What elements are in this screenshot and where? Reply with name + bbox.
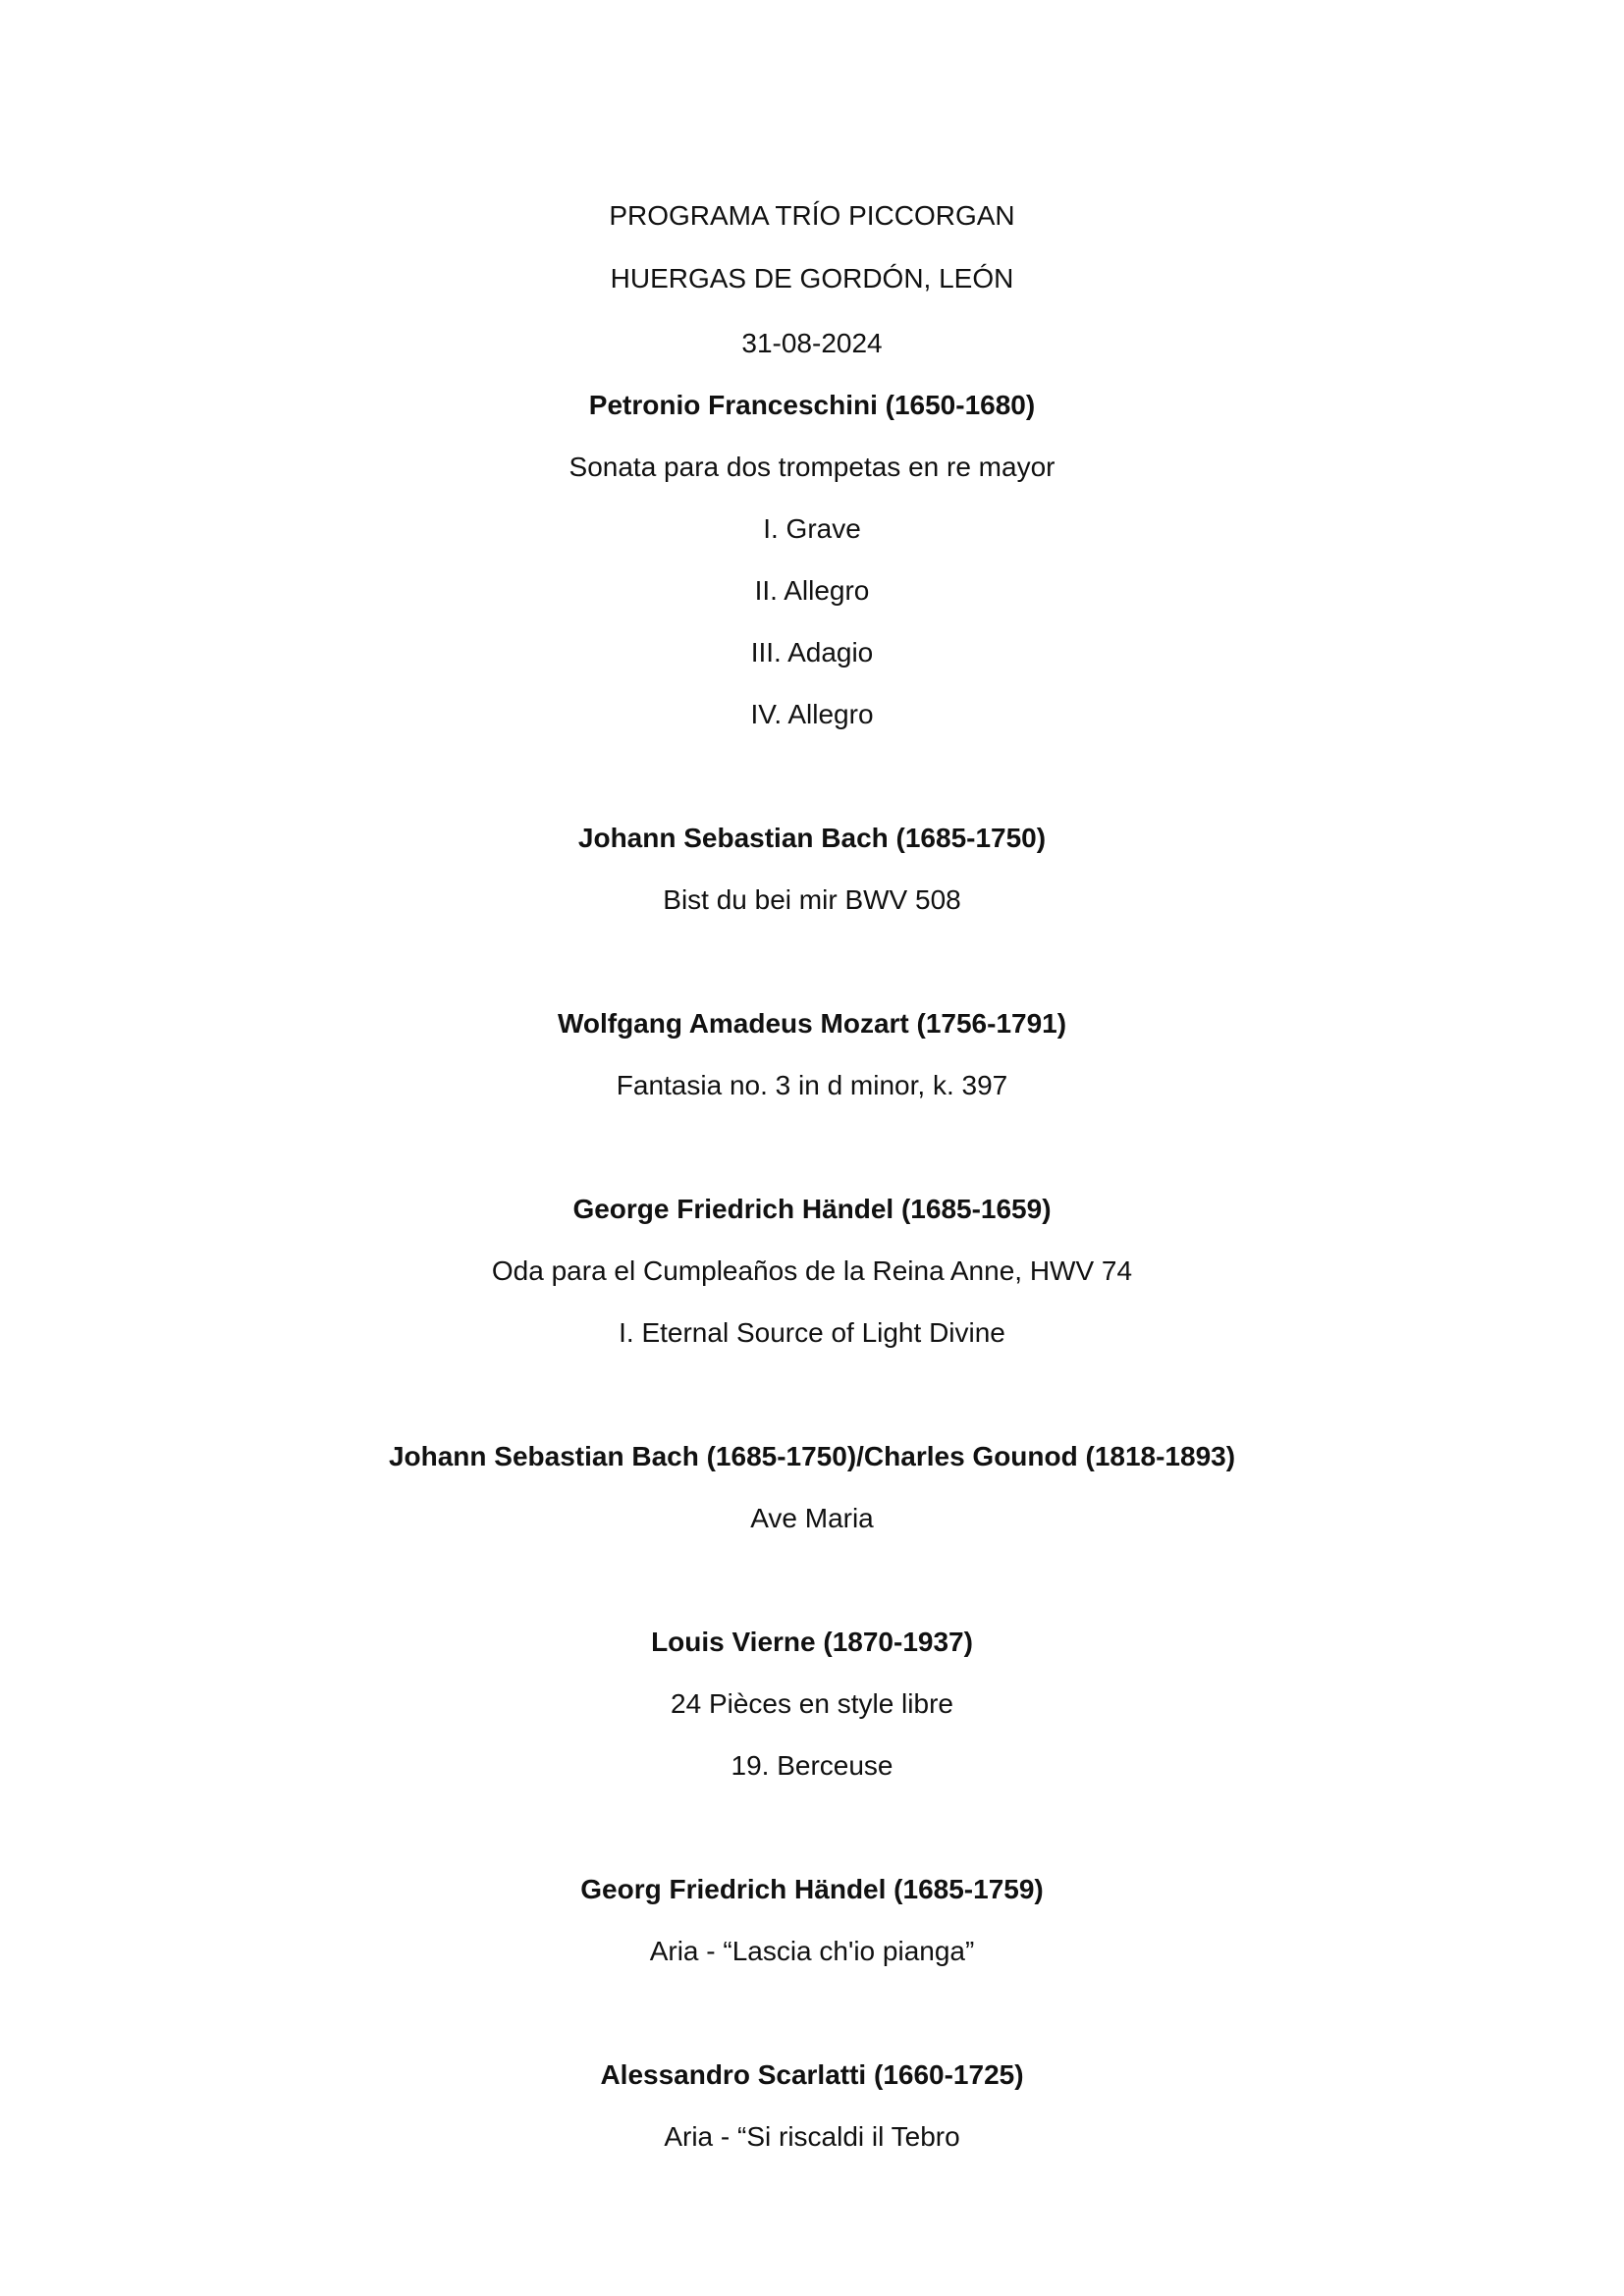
concert-location: HUERGAS DE GORDÓN, LEÓN	[610, 263, 1014, 294]
movement: IV. Allegro	[750, 699, 874, 729]
work-title: Aria - “Lascia ch'io pianga”	[649, 1936, 975, 1966]
work-title: Aria - “Si riscaldi il Tebro	[664, 2121, 960, 2152]
work-title: Fantasia no. 3 in d minor, k. 397	[616, 1070, 1008, 1100]
movement: I. Grave	[763, 513, 861, 544]
work-title: Sonata para dos trompetas en re mayor	[568, 452, 1056, 482]
movement: 19. Berceuse	[731, 1750, 893, 1781]
composer-heading: Johann Sebastian Bach (1685-1750)/Charles Gounod (1818-1893)	[388, 1441, 1236, 1471]
composer-heading: Wolfgang Amadeus Mozart (1756-1791)	[557, 1008, 1067, 1039]
concert-date: 31-08-2024	[741, 328, 883, 358]
program-title: PROGRAMA TRÍO PICCORGAN	[609, 200, 1015, 231]
work-title: Oda para el Cumpleaños de la Reina Anne, HWV 74	[491, 1255, 1133, 1286]
composer-heading: Johann Sebastian Bach (1685-1750)	[577, 823, 1047, 853]
composer-heading: George Friedrich Händel (1685-1659)	[572, 1194, 1052, 1224]
composer-heading: Georg Friedrich Händel (1685-1759)	[580, 1874, 1044, 1904]
work-title: Ave Maria	[750, 1503, 874, 1533]
movement: II. Allegro	[754, 575, 870, 606]
composer-heading: Louis Vierne (1870-1937)	[651, 1627, 973, 1657]
movement: I. Eternal Source of Light Divine	[619, 1317, 1005, 1348]
composer-heading: Petronio Franceschini (1650-1680)	[588, 390, 1036, 420]
work-title: Bist du bei mir BWV 508	[663, 884, 961, 915]
work-title: 24 Pièces en style libre	[671, 1688, 953, 1719]
movement: III. Adagio	[750, 637, 874, 667]
composer-heading: Alessandro Scarlatti (1660-1725)	[600, 2059, 1024, 2090]
